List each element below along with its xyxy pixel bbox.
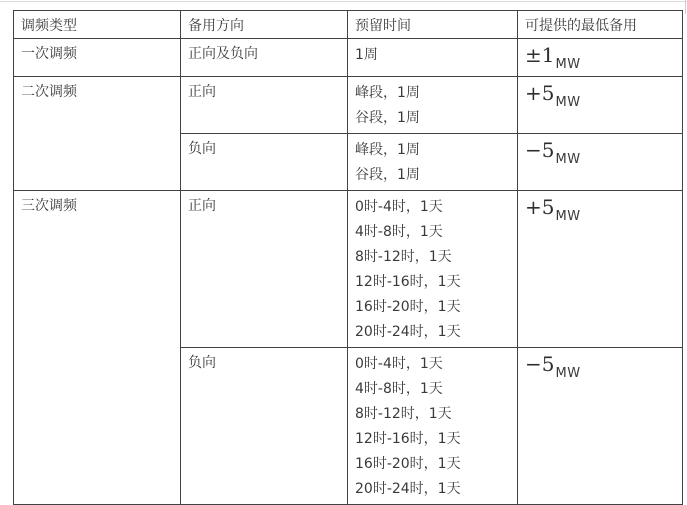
reserve-value: +5	[525, 195, 555, 219]
time-line: 16时-20时，1天	[355, 299, 461, 315]
cell-reserve	[518, 134, 683, 191]
window-top-hairline	[0, 1, 687, 2]
time-line: 峰段，1周	[355, 85, 420, 101]
cell-times	[348, 134, 518, 191]
cell-direction: 负向	[181, 348, 348, 505]
cell-times	[348, 39, 518, 77]
reserve-unit: MW	[555, 366, 581, 381]
cell-reserve	[518, 191, 683, 348]
cell-type-tertiary: 三次调频	[14, 191, 181, 505]
table-row	[14, 77, 683, 134]
time-line: 16时-20时，1天	[355, 456, 461, 472]
cell-reserve	[518, 348, 683, 505]
cell-direction: 正向及负向	[181, 39, 348, 77]
cell-type-secondary: 二次调频	[14, 77, 181, 191]
cell-times	[348, 77, 518, 134]
time-line: 8时-12时，1天	[355, 249, 452, 265]
cell-direction: 正向	[181, 191, 348, 348]
time-line: 12时-16时，1天	[355, 431, 461, 447]
cell-reserve	[518, 77, 683, 134]
time-line: 1周	[355, 47, 378, 63]
cell-reserve	[518, 39, 683, 77]
scrollbar-edge-tick	[685, 0, 686, 14]
time-line: 20时-24时，1天	[355, 481, 461, 497]
reserve-unit: MW	[555, 152, 581, 167]
reserve-unit: MW	[555, 209, 581, 224]
time-line: 0时-4时，1天	[355, 356, 443, 372]
header-cell-type: 调频类型	[14, 11, 181, 39]
header-row	[14, 11, 683, 39]
table-row	[14, 191, 683, 348]
header-cell-min-reserve: 可提供的最低备用	[518, 11, 683, 39]
time-line: 0时-4时，1天	[355, 199, 443, 215]
reserve-value: ±1	[525, 43, 555, 67]
header-cell-time: 预留时间	[348, 11, 518, 39]
cell-times	[348, 191, 518, 348]
time-line: 峰段，1周	[355, 142, 420, 158]
cell-type-primary: 一次调频	[14, 39, 181, 77]
reserve-value: +5	[525, 81, 555, 105]
time-line: 谷段，1周	[355, 167, 420, 183]
table-row	[14, 39, 683, 77]
header-cell-direction: 备用方向	[181, 11, 348, 39]
cell-times	[348, 348, 518, 505]
frequency-regulation-table	[13, 10, 683, 505]
time-line: 4时-8时，1天	[355, 381, 443, 397]
time-line: 谷段，1周	[355, 110, 420, 126]
reserve-value: −5	[525, 138, 555, 162]
cell-direction: 负向	[181, 134, 348, 191]
time-line: 8时-12时，1天	[355, 406, 452, 422]
reserve-unit: MW	[555, 57, 581, 72]
time-line: 20时-24时，1天	[355, 324, 461, 340]
time-line: 4时-8时，1天	[355, 224, 443, 240]
cell-direction: 正向	[181, 77, 348, 134]
time-line: 12时-16时，1天	[355, 274, 461, 290]
reserve-value: −5	[525, 352, 555, 376]
reserve-unit: MW	[555, 95, 581, 110]
